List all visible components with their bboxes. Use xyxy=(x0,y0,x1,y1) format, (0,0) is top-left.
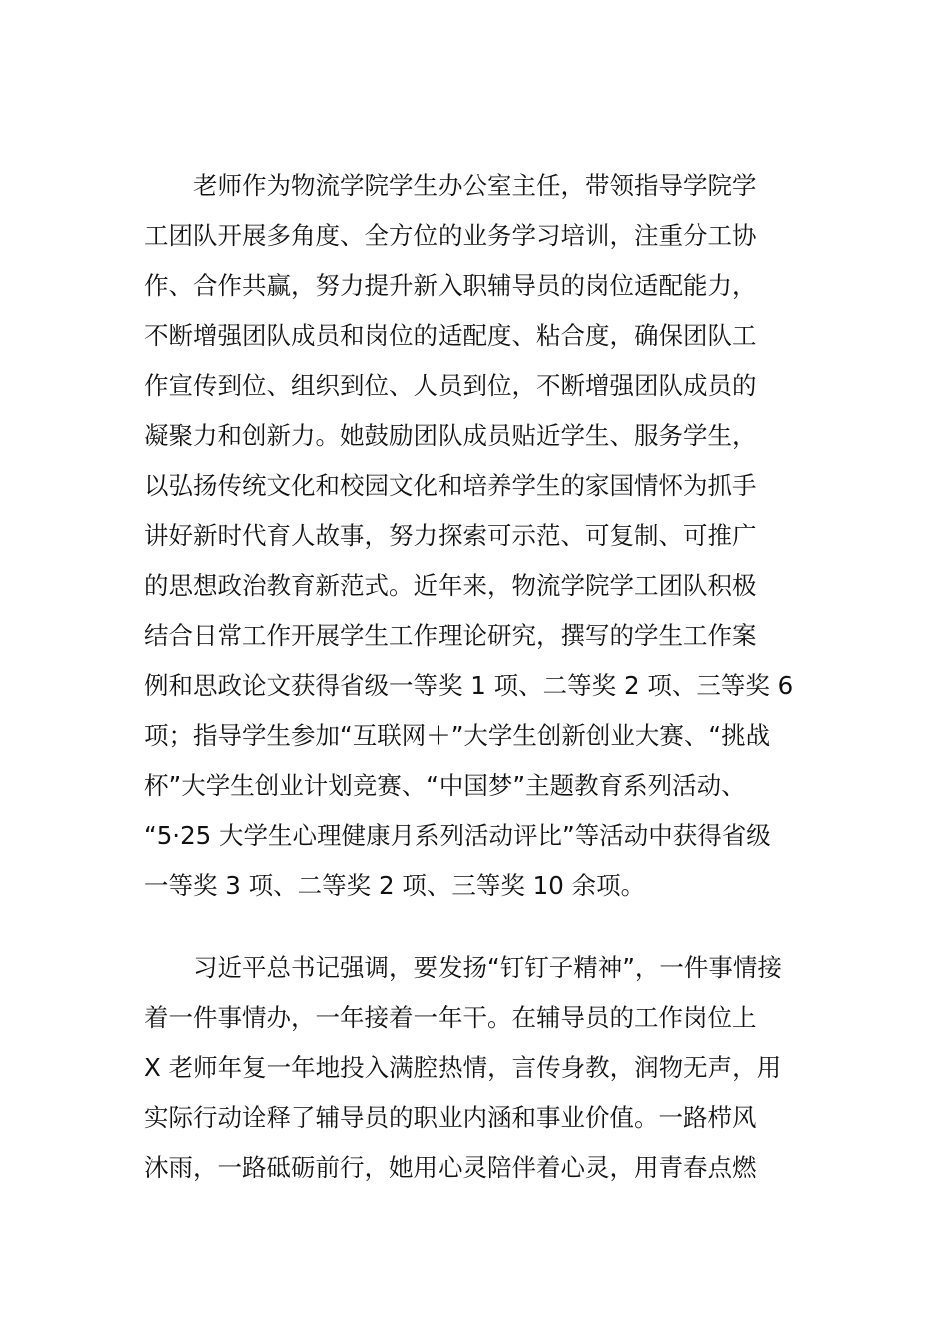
text-line: 一等奖 3 项、二等奖 2 项、三等奖 10 余项。 xyxy=(144,871,646,900)
text-line: “5·25 大学生心理健康月系列活动评比”等活动中获得省级 xyxy=(144,821,771,850)
text-line: 以弘扬传统文化和校园文化和培养学生的家国情怀为抓手 xyxy=(144,471,757,500)
paragraph-achievements xyxy=(144,161,808,911)
text-line: 例和思政论文获得省级一等奖 1 项、二等奖 2 项、三等奖 6 xyxy=(144,671,794,700)
text-line: 凝聚力和创新力。她鼓励团队成员贴近学生、服务学生， xyxy=(144,421,757,450)
text-line: 作、合作共赢，努力提升新入职辅导员的岗位适配能力， xyxy=(144,271,757,300)
text-line: 习近平总书记强调，要发扬“钉钉子精神”，一件事情接 xyxy=(144,953,782,982)
paragraph-nail-spirit xyxy=(144,943,808,1193)
text-line: 杯”大学生创业计划竞赛、“中国梦”主题教育系列活动、 xyxy=(144,771,746,800)
text-line: 作宣传到位、组织到位、人员到位，不断增强团队成员的 xyxy=(144,371,757,400)
text-line: 老师作为物流学院学生办公室主任，带领指导学院学 xyxy=(144,171,757,200)
text-line: 沐雨，一路砥砺前行，她用心灵陪伴着心灵，用青春点燃 xyxy=(144,1153,757,1182)
text-line: 实际行动诠释了辅导员的职业内涵和事业价值。一路栉风 xyxy=(144,1103,757,1132)
text-line: 项；指导学生参加“互联网＋”大学生创新创业大赛、“挑战 xyxy=(144,721,771,750)
text-line: 着一件事情办，一年接着一年干。在辅导员的工作岗位上 xyxy=(144,1003,757,1032)
text-line: X 老师年复一年地投入满腔热情，言传身教，润物无声，用 xyxy=(144,1053,782,1082)
text-line: 讲好新时代育人故事，努力探索可示范、可复制、可推广 xyxy=(144,521,757,550)
text-line: 工团队开展多角度、全方位的业务学习培训，注重分工协 xyxy=(144,221,757,250)
text-line: 结合日常工作开展学生工作理论研究，撰写的学生工作案 xyxy=(144,621,757,650)
text-line: 的思想政治教育新范式。近年来，物流学院学工团队积极 xyxy=(144,571,757,600)
text-line: 不断增强团队成员和岗位的适配度、粘合度，确保团队工 xyxy=(144,321,757,350)
